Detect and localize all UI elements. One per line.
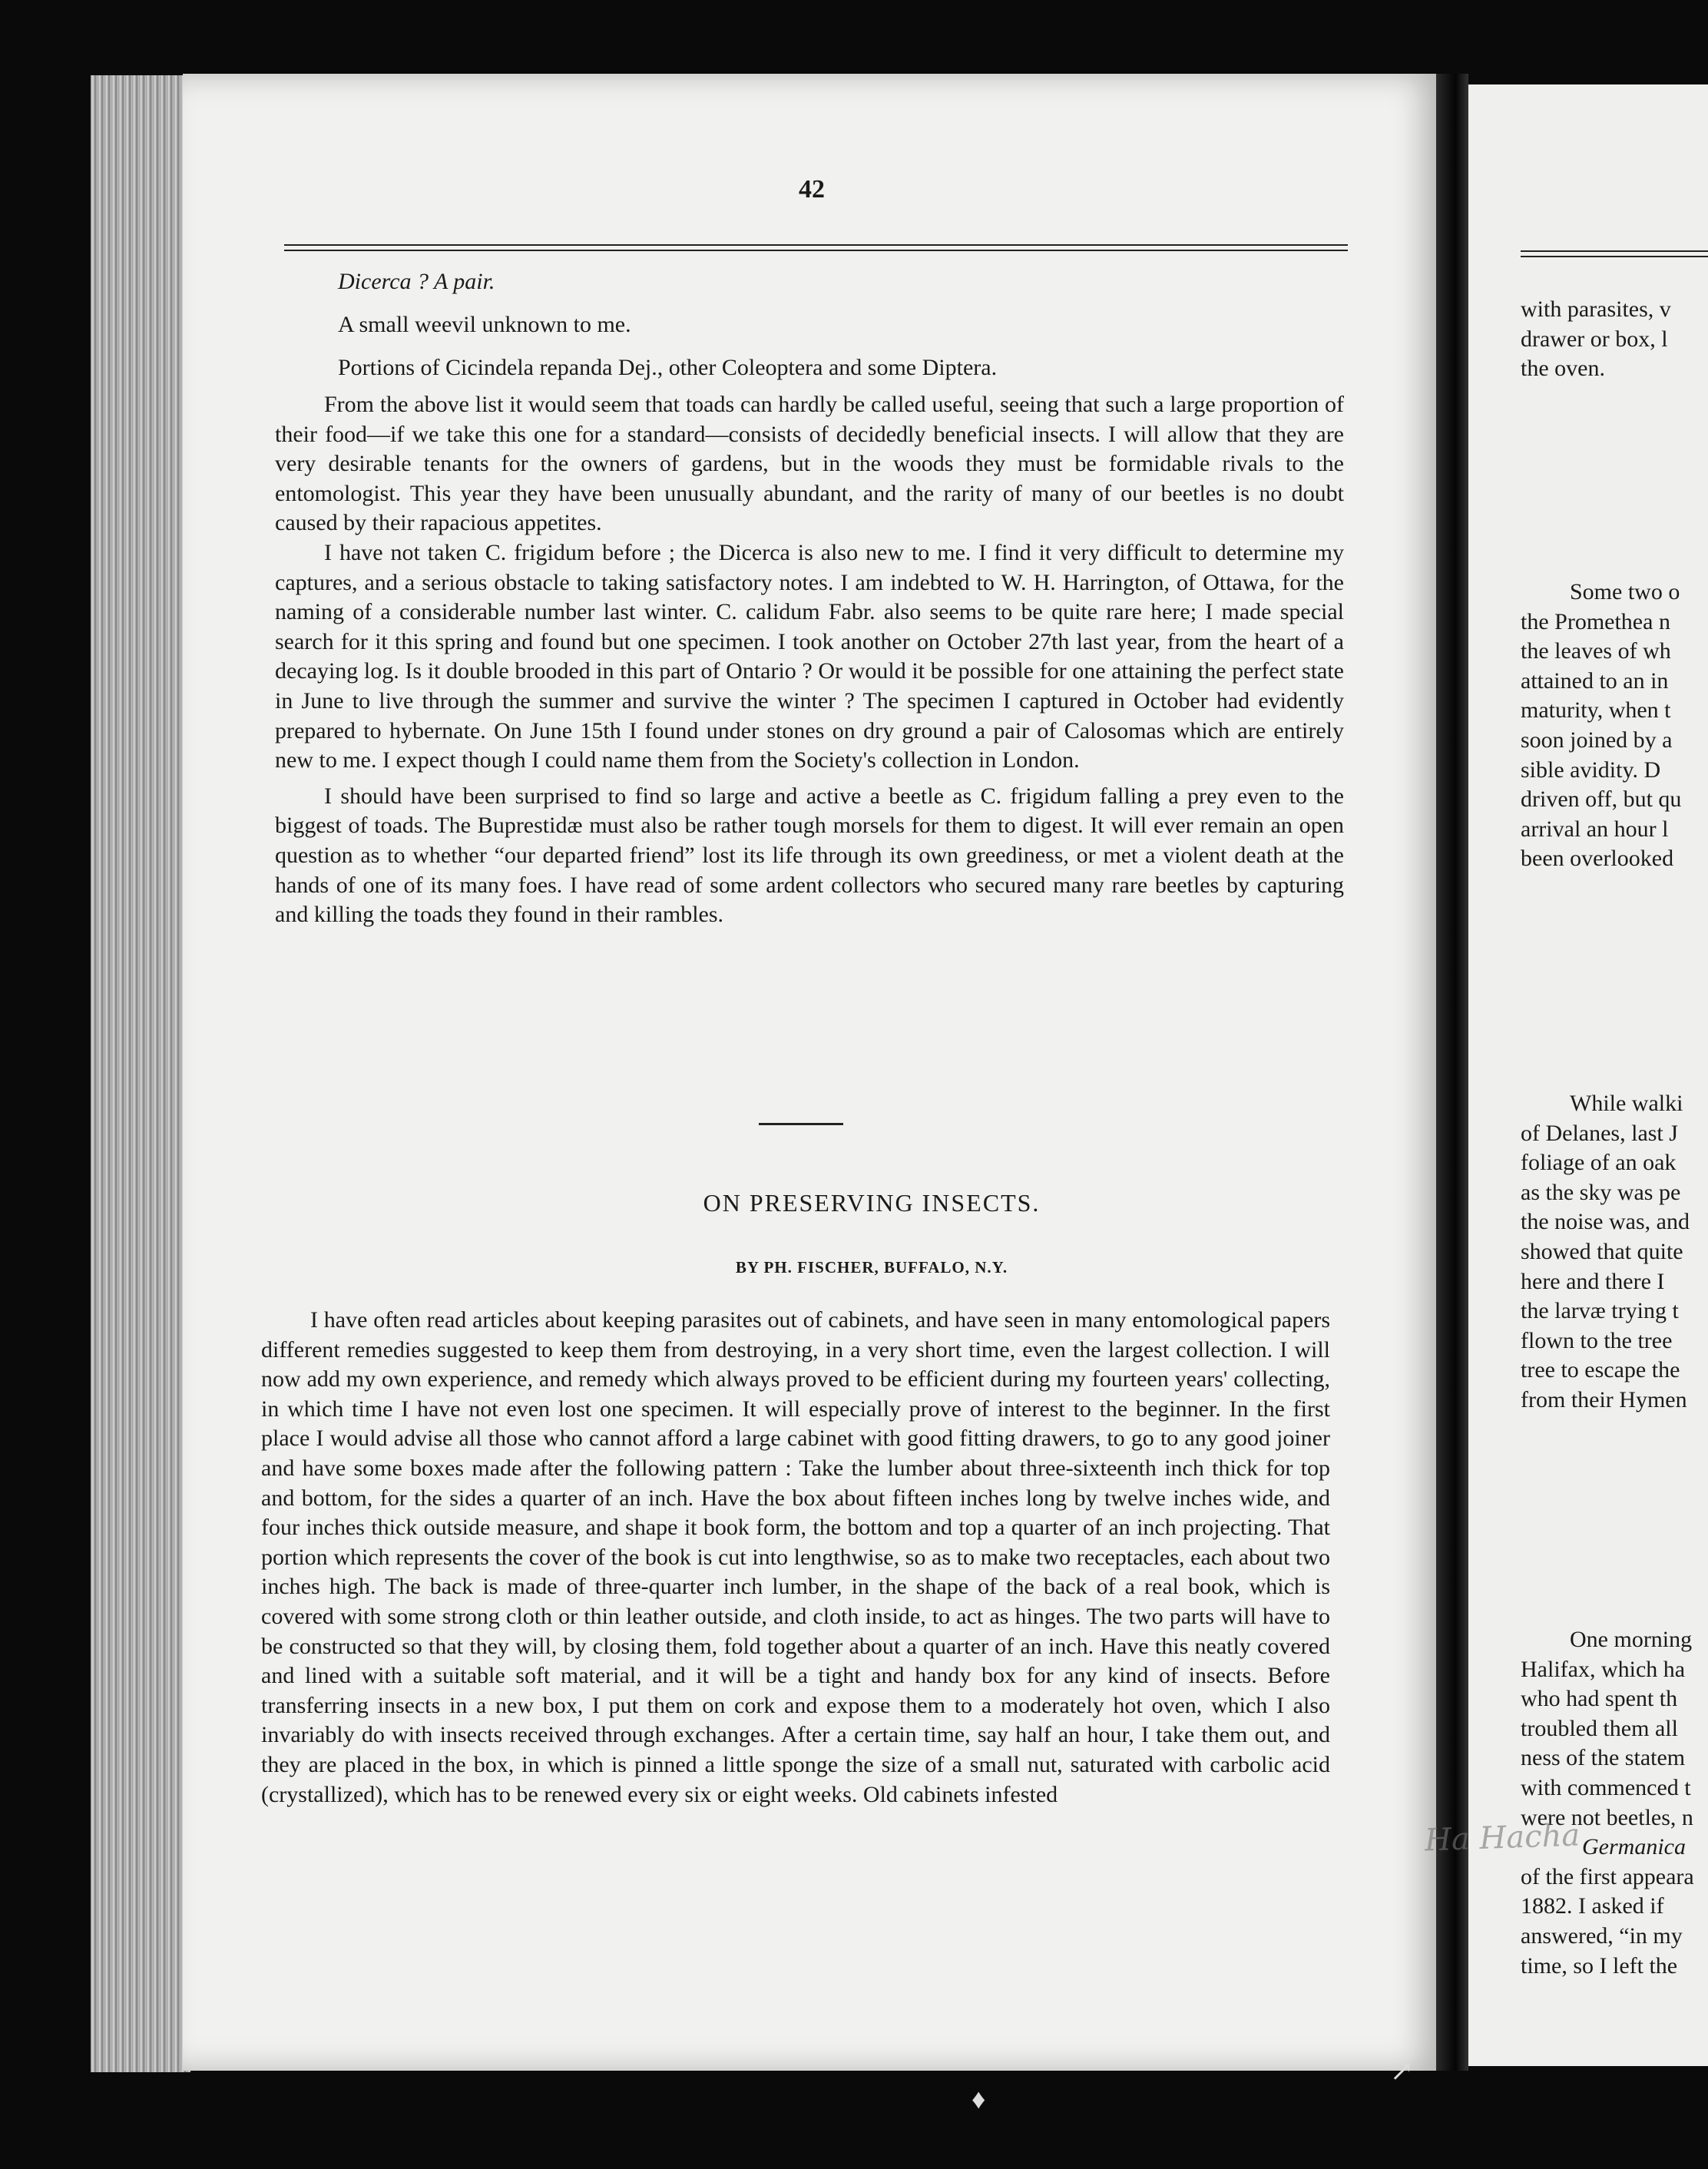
right-line: foliage of an oak [1521, 1150, 1677, 1176]
right-line: ness of the statem [1521, 1745, 1686, 1771]
right-line: been overlooked [1521, 846, 1674, 872]
right-block-1 [1521, 295, 1671, 384]
right-line: flown to the tree [1521, 1327, 1673, 1353]
right-line: showed that quite [1521, 1238, 1683, 1264]
scan-mark-icon: ↗ [1390, 2056, 1414, 2087]
right-line: attained to an in [1521, 667, 1669, 694]
section-divider [759, 1123, 843, 1125]
right-line: Some two o [1570, 579, 1680, 604]
right-line: Halifax, which ha [1521, 1656, 1686, 1682]
article-byline: BY PH. FISCHER, BUFFALO, N.Y. [735, 1258, 1008, 1277]
article-paragraph: I have often read articles about keeping parasites out of cabinets, and have seen in many entomological papers different remedies suggested to keep them from destroying, in a very short time, even the largest collection. I will now add my own experience, and remedy which always proved to be efficient during my fourteen years' collecting, in which time I have not even lost one specimen. It will especially prove of interest to the beginner. In the first place I would advise all those who cannot afford a large cabinet with good fitting drawers, to go to any good joiner and have some boxes made after the following pattern : Take the lumber about three-sixteenth inch thick for top and bottom, for the sides a quarter of an inch. Have the box about fifteen inches long by twelve inches wide, and four inches thick outside measure, and shape it book form, the bottom and top a quarter of an inch projecting. That portion which represents the cover of the book is cut into lengthwise, so as to make two receptacles, each about two inches high. The back is made of three-quarter inch lumber, in the shape of the back of a real book, which is covered with some strong cloth or thin leather outside, and cloth inside, to act as hinges. The two parts will have to be constructed so that they will, by closing them, fold together about a quarter of an inch. Have this neatly covered and lined with a suitable soft material, and it will be a tight and handy box for any kind of insects. Before transferring insects in a new box, I put them on cork and expose them to a moderately hot oven, which I also invariably do with insects received through exchanges. After a certain time, say half an hour, I take them out, and they are placed in the box, in which is pinned a little sponge the size of a small nut, saturated with carbolic acid (crystallized), which has to be renewed every six or eight weeks. Old cabinets infested [261, 1307, 1330, 1807]
article-title: ON PRESERVING INSECTS. [703, 1189, 1041, 1217]
list-line-1: Dicerca ? A pair. [338, 269, 495, 294]
page-number: 42 [799, 175, 825, 204]
right-line: troubled them all [1521, 1715, 1678, 1741]
right-line: While walki [1570, 1091, 1683, 1116]
right-line: the Promethea n [1521, 608, 1670, 634]
paragraph-3: I should have been surprised to find so large and active a beetle as C. frigidum falling a prey even to the biggest of toads. The Buprestidæ must also be rather tough morsels for them to digest. It will ever remain an open question as to whether “our departed friend” lost its life through its own greediness, or met a violent death at the hands of one of its many foes. I have read of some ardent collectors who secured many rare beetles by capturing and killing the toads they found in their rambles. [275, 783, 1344, 928]
right-line: drawer or box, l [1521, 326, 1668, 352]
paragraph-2: I have not taken C. frigidum before ; the Dicerca is also new to me. I find it very difficult to determine my captures, and a serious obstacle to taking satisfactory notes. I am indebted to W. H. Harrington, of Ottawa, for the naming of a considerable number last winter. C. calidum Fabr. also seems to be quite rare here; I made special search for it this spring and found but one specimen. I took another on October 27th last year, from the heart of a decaying log. Is it double brooded in this part of Ontario ? Or would it be possible for one attaining the perfect state in June to live through the summer and survive the winter ? The specimen I captured in October had evidently prepared to hybernate. On June 15th I found under stones on dry ground a pair of Calosomas which are entirely new to me. I expect though I could name them from the Society's collection in London. [275, 539, 1344, 773]
right-line: One morning [1570, 1627, 1693, 1652]
right-line: time, so I left the [1521, 1952, 1678, 1979]
right-line: the larvæ trying t [1521, 1298, 1679, 1324]
right-line: the noise was, and [1521, 1209, 1690, 1235]
right-block-3 [1521, 1089, 1690, 1416]
right-line: Germanica [1582, 1834, 1686, 1860]
right-line: 1882. I asked if [1521, 1893, 1664, 1919]
right-line: sible avidity. D [1521, 757, 1661, 783]
list-line-2: A small weevil unknown to me. [338, 312, 631, 337]
book-page-edges [91, 75, 190, 2072]
article-body [261, 1306, 1330, 1810]
right-line: from their Hymen [1521, 1386, 1687, 1412]
right-line: driven off, but qu [1521, 786, 1682, 813]
right-line: of Delanes, last J [1521, 1120, 1678, 1146]
handwritten-annotation: Ha Hacha [1424, 1817, 1581, 1859]
right-line: who had spent th [1521, 1686, 1678, 1712]
right-line: with commenced t [1521, 1774, 1691, 1800]
right-line: as the sky was pe [1521, 1179, 1681, 1205]
right-line: arrival an hour l [1521, 816, 1669, 842]
right-header-rule [1521, 250, 1708, 257]
right-line: maturity, when t [1521, 697, 1671, 724]
right-line: soon joined by a [1521, 727, 1673, 753]
right-line: answered, “in my [1521, 1922, 1683, 1949]
right-line: of the first appeara [1521, 1863, 1694, 1889]
right-line: the oven. [1521, 356, 1605, 382]
right-line: here and there I [1521, 1268, 1665, 1294]
body-text [275, 390, 1344, 930]
book-gutter [1436, 74, 1468, 2071]
paragraph-1: From the above list it would seem that toads can hardly be called useful, seeing that such a large proportion of their food—if we take this one for a standard—consists of decidedly beneficial insects. I will allow that they are very desirable tenants for the owners of gardens, but in the woods they must be formidable rivals to the entomologist. This year they have been unusually abundant, and the rarity of many of our beetles is no doubt caused by their rapacious appetites. [275, 392, 1344, 536]
right-line: with parasites, v [1521, 296, 1671, 322]
header-rule [284, 244, 1348, 251]
scan-mark-icon: ♦ [972, 2084, 986, 2114]
list-line-3: Portions of Cicindela repanda Dej., other Coleoptera and some Diptera. [338, 355, 998, 380]
right-line: were not beetles, n [1521, 1804, 1693, 1830]
right-line: the leaves of wh [1521, 638, 1671, 664]
right-block-4 [1521, 1625, 1694, 1981]
right-block-2 [1521, 578, 1681, 874]
right-line: tree to escape the [1521, 1357, 1680, 1383]
